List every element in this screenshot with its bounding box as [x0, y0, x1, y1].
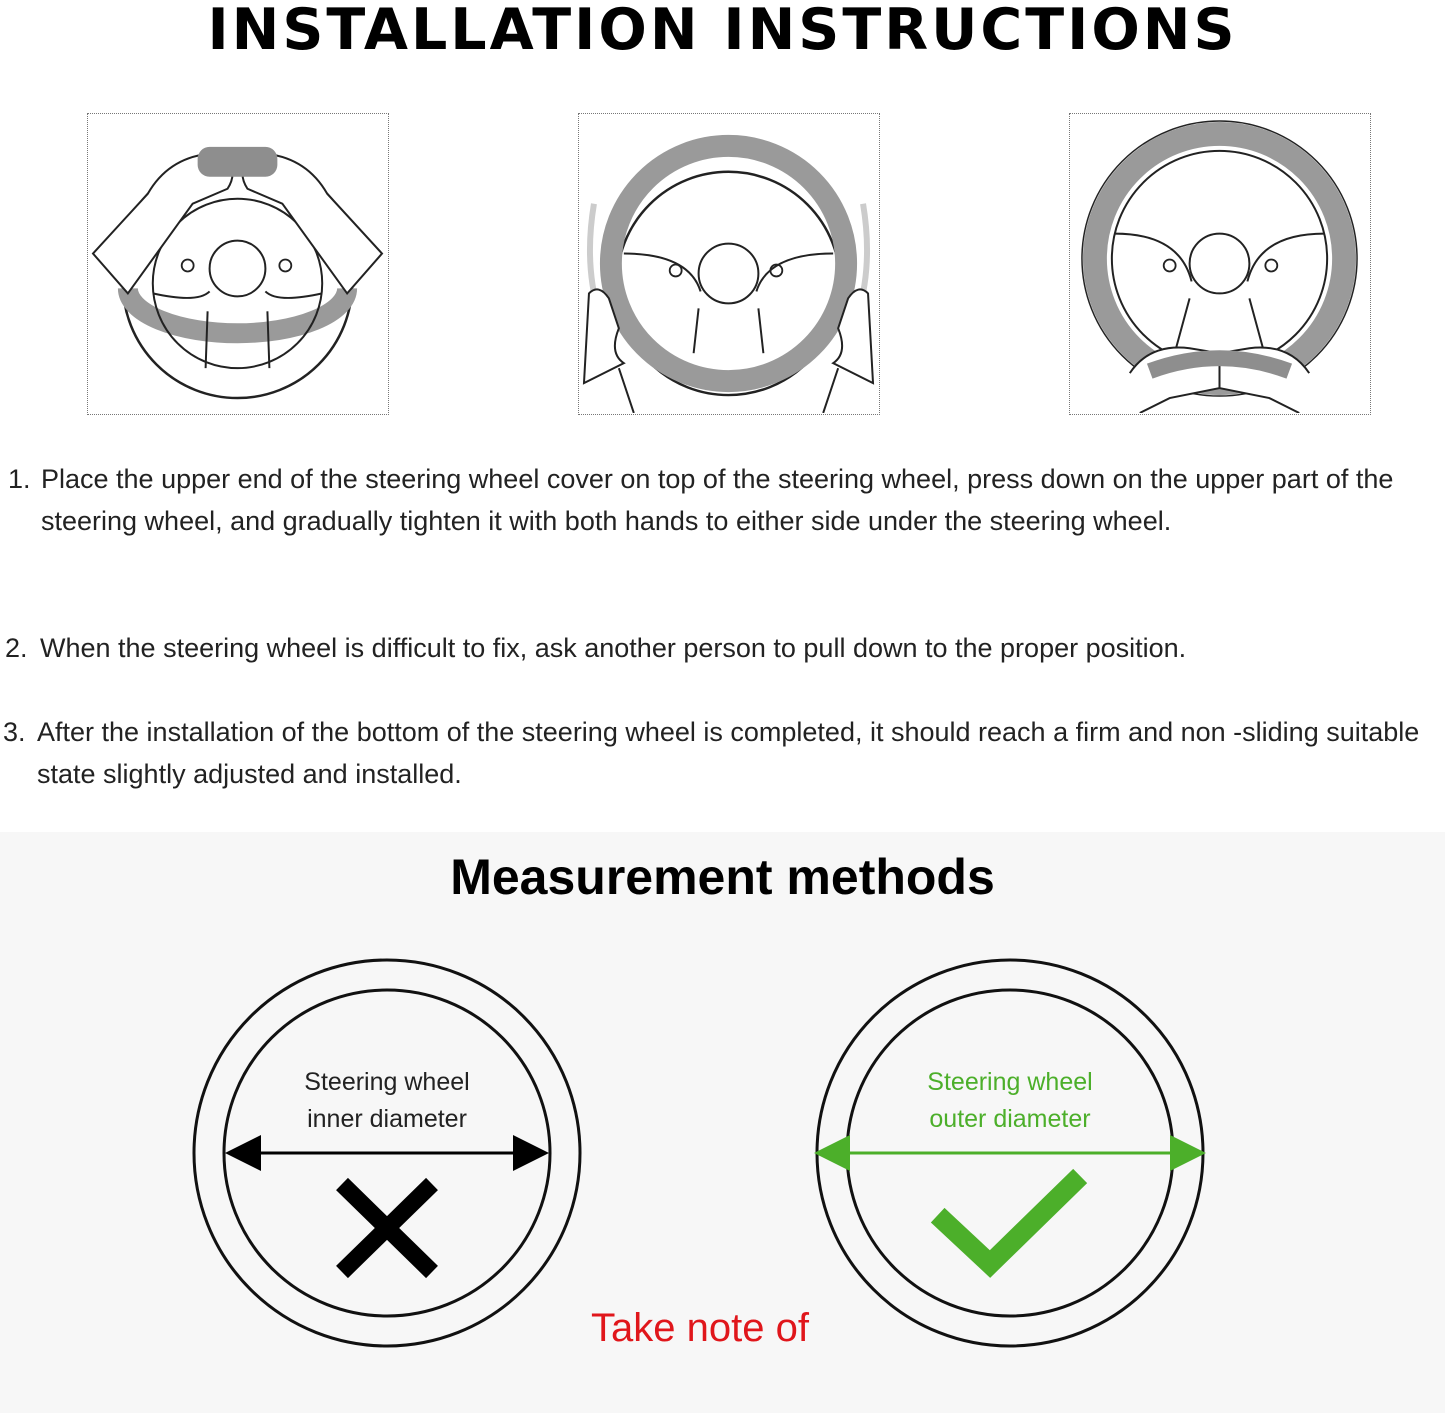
- outer-diameter-label-line1: Steering wheel: [927, 1068, 1093, 1096]
- measurement-title: Measurement methods: [450, 849, 995, 905]
- inner-diameter-label-line2: inner diameter: [307, 1105, 467, 1133]
- cross-icon: [342, 1184, 432, 1272]
- step-number: 2.: [5, 633, 28, 663]
- step-3: [3, 711, 1443, 795]
- steering-wheel-hands-bottom-icon: [1070, 114, 1369, 413]
- page-title: INSTALLATION INSTRUCTIONS: [207, 0, 1238, 63]
- step-number: 3.: [3, 717, 26, 747]
- step-1: [8, 458, 1408, 542]
- step-text: When the steering wheel is difficult to fix, ask another person to pull down to the proper position.: [40, 633, 1187, 663]
- steering-wheel-hands-sides-icon: [579, 114, 878, 413]
- step-number: 1.: [8, 464, 31, 494]
- steering-wheel-hands-top-icon: [88, 114, 387, 413]
- inner-diameter-label-line1: Steering wheel: [304, 1068, 470, 1096]
- step-2: [5, 627, 1425, 669]
- checkmark-icon: [945, 1183, 1073, 1264]
- outer-diameter-label: [870, 1064, 1150, 1138]
- outer-diameter-label-line2: outer diameter: [929, 1105, 1091, 1133]
- step-text: After the installation of the bottom of the steering wheel is completed, it should reach a firm and non -sliding suitable state slightly adjusted and installed.: [37, 717, 1420, 789]
- take-note-text: Take note of: [591, 1306, 809, 1350]
- inner-diameter-label: [247, 1064, 527, 1138]
- illustration-step-3: [1069, 113, 1371, 415]
- step-text: Place the upper end of the steering wheel cover on top of the steering wheel, press down on the upper part of the steering wheel, and gradually tighten it with both hands to either side under the steering wheel.: [41, 464, 1394, 536]
- illustration-step-1: [87, 113, 389, 415]
- illustration-step-2: [578, 113, 880, 415]
